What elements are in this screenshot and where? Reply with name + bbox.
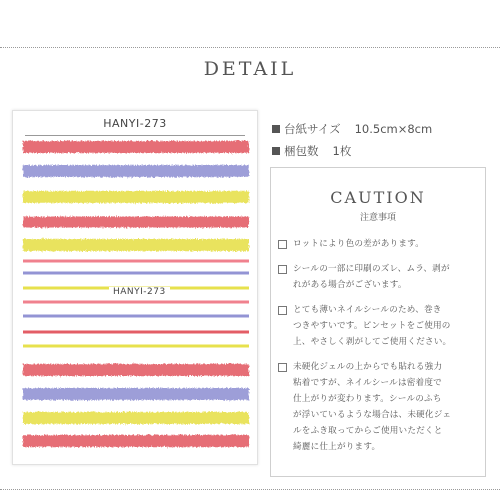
spec-row-size [272, 118, 432, 140]
sticker-stripe [23, 165, 249, 177]
sticker-stripe [23, 260, 249, 263]
sticker-stripe [23, 239, 249, 251]
sticker-stripe [23, 217, 249, 228]
square-bullet-icon [272, 147, 280, 155]
sticker-stripe [23, 412, 249, 424]
caution-line: ロットにより色の差があります。 [293, 239, 425, 249]
caution-line: とても薄いネイルシールのため、巻き [293, 305, 442, 315]
top-dotted-divider [0, 47, 500, 48]
sticker-stripe [23, 388, 249, 400]
product-card [12, 110, 258, 465]
caution-line: れがある場合がございます。 [293, 280, 407, 290]
spec-value: 10.5cm×8cm [354, 122, 433, 136]
caution-title: CAUTION [330, 188, 426, 207]
sticker-stripe [23, 141, 249, 153]
bottom-dotted-divider [0, 489, 500, 490]
caution-item [278, 261, 478, 293]
checkbox-icon [278, 363, 287, 372]
page-title: DETAIL [203, 58, 297, 80]
caution-item [278, 236, 478, 252]
sticker-stripe [23, 331, 249, 334]
spec-row-quantity [272, 140, 432, 162]
caution-line: 上、やさしく剥がしてご使用ください。 [293, 337, 452, 347]
spec-label: 台紙サイズ [284, 122, 341, 136]
checkbox-icon [278, 240, 287, 249]
caution-text [293, 302, 451, 350]
caution-line: シールの一部に印刷のズレ、ムラ、剥が [293, 264, 450, 274]
sticker-stripe [23, 272, 249, 275]
checkbox-icon [278, 306, 287, 315]
spec-list [272, 118, 432, 162]
caution-line: つきやすいです。ピンセットをご使用の [293, 321, 451, 331]
caution-line: 粘着ですが、ネイルシールは密着度で [293, 378, 442, 388]
caution-line: 未硬化ジェルの上からでも貼れる強力 [293, 362, 443, 372]
caution-item [278, 302, 478, 350]
caution-subtitle: 注意事項 [359, 213, 396, 223]
caution-text [293, 261, 450, 293]
sticker-stripe [23, 345, 249, 348]
caution-text [293, 236, 424, 252]
caution-item [278, 359, 478, 455]
spec-value: 1枚 [332, 144, 352, 158]
inner-product-code: HANYI-273 [109, 287, 170, 297]
caution-line: 仕上がりが変わります。シールのふち [293, 394, 442, 404]
caution-text [293, 359, 451, 455]
product-code: HANYI-273 [103, 117, 167, 130]
sticker-stripe [23, 364, 249, 376]
checkbox-icon [278, 265, 287, 274]
spec-label: 梱包数 [284, 144, 319, 158]
sticker-stripe [23, 435, 249, 447]
caution-line: ルをふき取ってからご使用いただくと [293, 426, 443, 436]
sticker-stripe [23, 191, 249, 203]
square-bullet-icon [272, 125, 280, 133]
sticker-stripe [23, 301, 249, 304]
sticker-stripe [23, 315, 249, 318]
caution-line: 綺麗に仕上がります。 [293, 442, 381, 452]
caution-list [278, 236, 478, 464]
caution-line: が浮いているような場合は、未硬化ジェ [293, 410, 452, 420]
